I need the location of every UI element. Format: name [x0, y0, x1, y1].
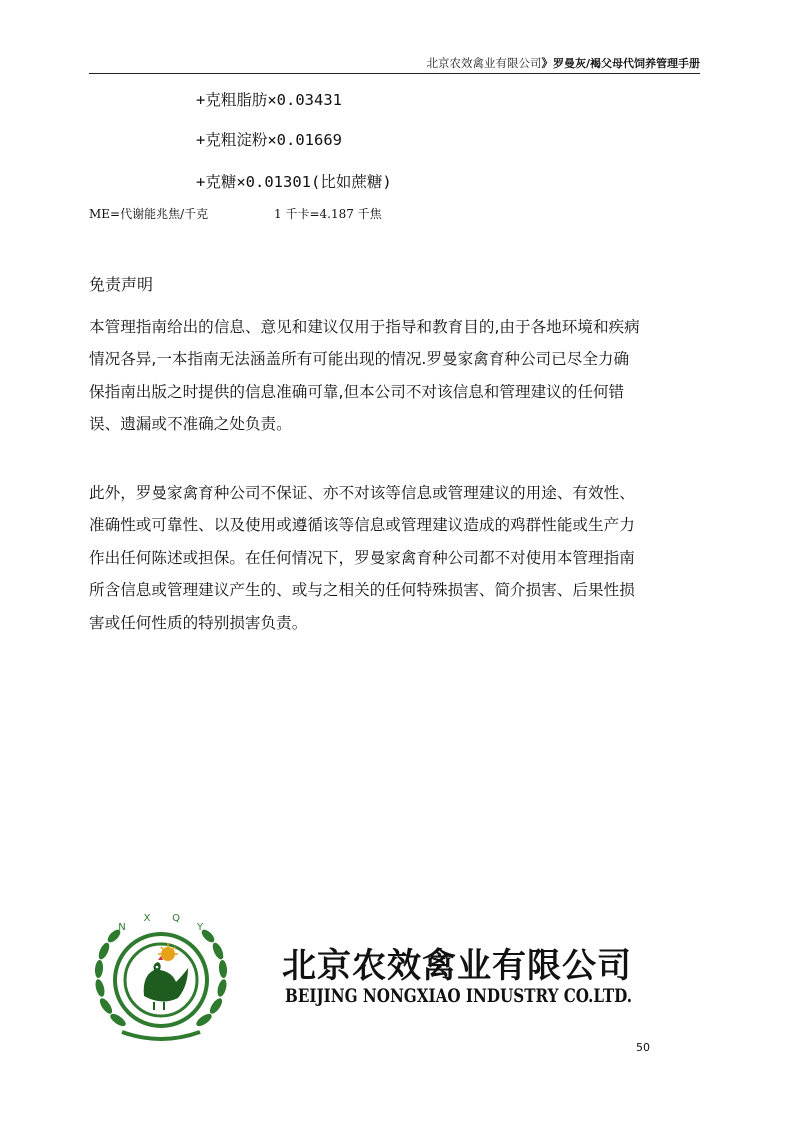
paragraph-line: 保指南出版之时提供的信息准确可靠,但本公司不对该信息和管理建议的任何错	[89, 382, 625, 401]
page-number: 50	[636, 1041, 650, 1054]
logo-letter: Y	[196, 922, 204, 933]
logo-letter: N	[118, 922, 126, 933]
formula-line-starch: +克粗淀粉×0.01669	[196, 131, 342, 149]
disclaimer-title: 免责声明	[89, 275, 154, 294]
paragraph-line: 此外，罗曼家禽育种公司不保证、亦不对该等信息或管理建议的用途、有效性、	[89, 484, 635, 502]
header-manual-title: 罗曼灰/褐父母代饲养管理手册	[552, 57, 700, 70]
paragraph-line: 准确性或可靠性、以及使用或遵循该等信息或管理建议造成的鸡群性能或生产力	[89, 516, 635, 535]
me-definition-note: ME=代谢能兆焦/千克	[89, 207, 209, 221]
formula-line-sugar: +克糖×0.01301(比如蔗糖)	[196, 173, 392, 191]
paragraph-line: 害或任何性质的特别损害负责。	[89, 613, 308, 632]
logo-letter: X	[143, 914, 151, 924]
header-separator: 》	[541, 56, 553, 70]
formula-line-fat: +克粗脂肪×0.03431	[196, 91, 342, 109]
paragraph-line: 情况各异,一本指南无法涵盖所有可能出现的情况.罗曼家禽育种公司已尽全力确	[89, 350, 630, 369]
paragraph-line: 所含信息或管理建议产生的、或与之相关的任何特殊损害、简介损害、后果性损	[89, 581, 635, 600]
logo-letter: Q	[172, 914, 180, 924]
running-header	[89, 55, 700, 75]
kcal-conversion-note: 1 千卡=4.187 千焦	[274, 207, 382, 221]
disclaimer-paragraph-1	[89, 311, 704, 441]
paragraph-line: 误、遗漏或不准确之处负责。	[89, 415, 292, 434]
paragraph-line: 本管理指南给出的信息、意见和建议仅用于指导和教育目的,由于各地环境和疾病	[89, 318, 640, 336]
paragraph-line: 作出任何陈述或担保。在任何情况下，罗曼家禽育种公司都不对使用本管理指南	[89, 548, 635, 567]
disclaimer-paragraph-2	[89, 477, 704, 639]
company-name-chinese: 北京农效禽业有限公司	[282, 946, 632, 986]
company-name-english: BEIJING NONGXIAO INDUSTRY CO.LTD.	[285, 986, 633, 1007]
header-company: 北京农效禽业有限公司	[426, 56, 542, 70]
company-logo-icon	[92, 914, 230, 1042]
header-rule	[89, 73, 700, 74]
